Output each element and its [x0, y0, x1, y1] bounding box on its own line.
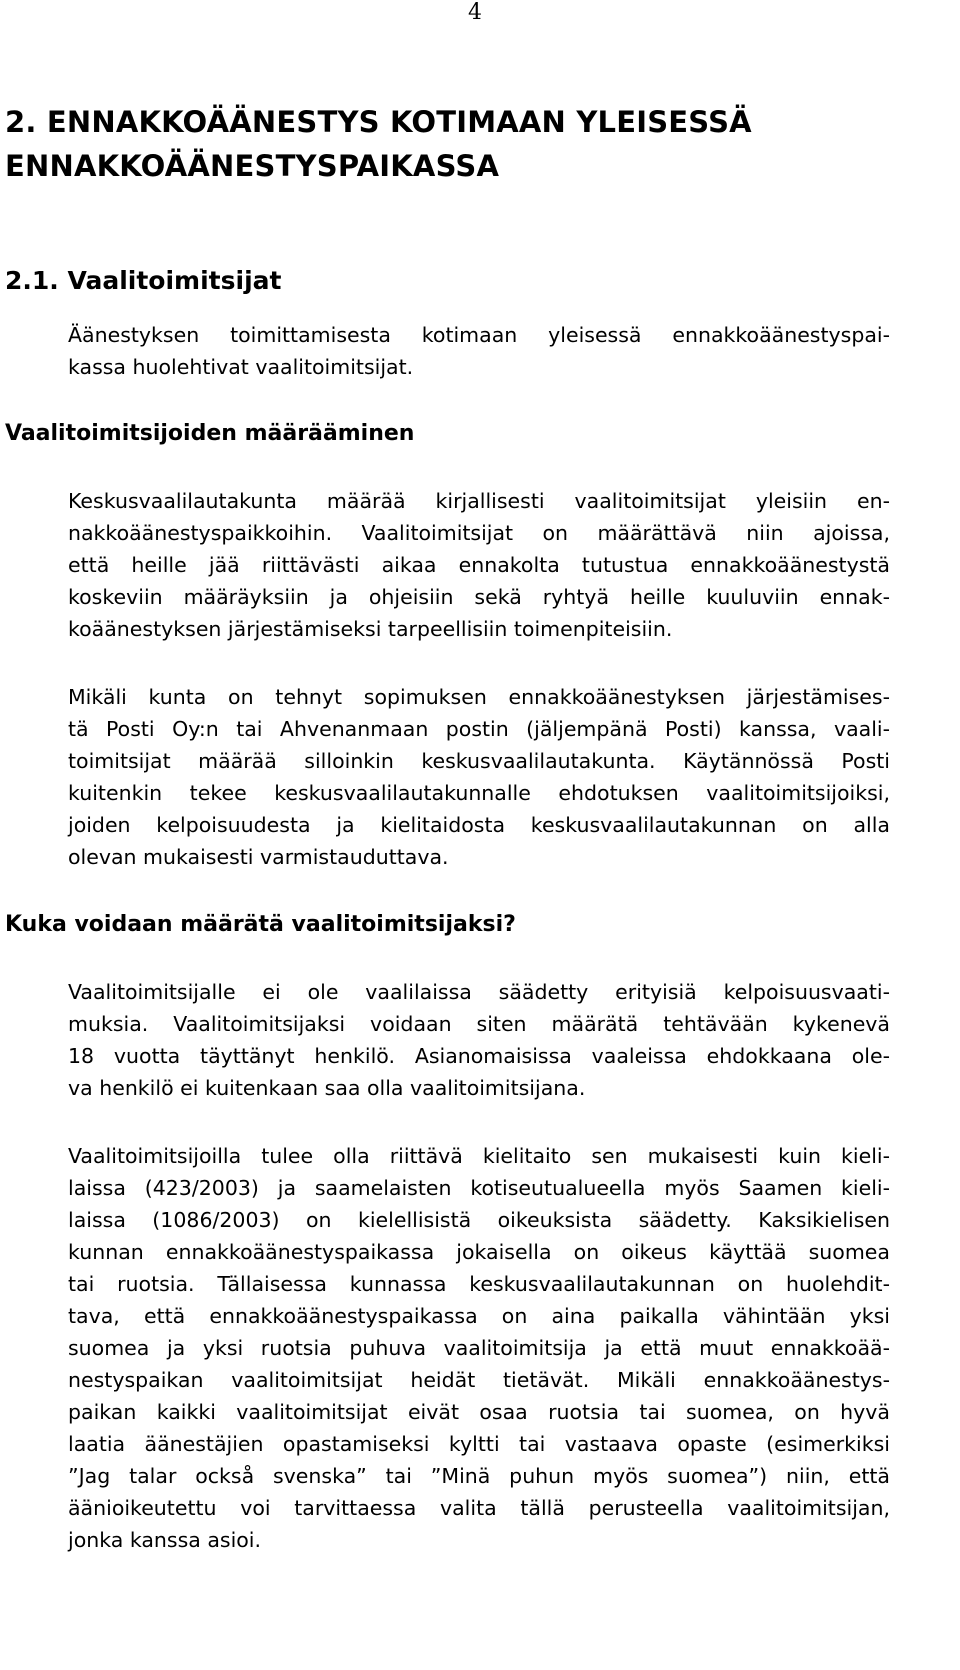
text-line: suomea ja yksi ruotsia puhuva vaalitoimitsija ja että muut ennakkoää-: [68, 1336, 890, 1360]
text-line: Vaalitoimitsijalle ei ole vaalilaissa säädetty erityisiä kelpoisuusvaati-: [68, 980, 890, 1004]
text-line: laissa (1086/2003) on kielellisistä oikeuksista säädetty. Kaksikielisen: [68, 1208, 890, 1232]
text-line: Keskusvaalilautakunta määrää kirjallisesti vaalitoimitsijat yleisiin en-: [68, 489, 890, 513]
text-line: kuitenkin tekee keskusvaalilautakunnalle ehdotuksen vaalitoimitsijoiksi,: [68, 781, 890, 805]
text-line: tai ruotsia. Tällaisessa kunnassa keskusvaalilautakunnan on huolehdit-: [68, 1272, 890, 1296]
text-line: Vaalitoimitsijoilla tulee olla riittävä kielitaito sen mukaisesti kuin kieli-: [68, 1144, 890, 1168]
text-line: äänioikeutettu voi tarvittaessa valita tällä perusteella vaalitoimitsijan,: [68, 1496, 890, 1520]
chapter-heading-line-1: 2. ENNAKKOÄÄNESTYS KOTIMAAN YLEISESSÄ: [5, 105, 752, 139]
text-line: Mikäli kunta on tehnyt sopimuksen ennakkoäänestyksen järjestämises-: [68, 685, 890, 709]
text-line: nakkoäänestyspaikkoihin. Vaalitoimitsijat on määrättävä niin ajoissa,: [68, 521, 890, 545]
text-line: laatia äänestäjien opastamiseksi kyltti tai vastaava opaste (esimerkiksi: [68, 1432, 890, 1456]
text-line: va henkilö ei kuitenkaan saa olla vaalitoimitsijana.: [68, 1076, 586, 1100]
eligibility-paragraph-1: [68, 976, 890, 1104]
text-line: laissa (423/2003) ja saamelaisten kotiseutualueella myös Saamen kieli-: [68, 1176, 890, 1200]
text-line: tä Posti Oy:n tai Ahvenanmaan postin (jäljempänä Posti) kanssa, vaali-: [68, 717, 890, 741]
text-line: ”Jag talar också svenska” tai ”Minä puhun myös suomea”) niin, että: [68, 1464, 890, 1488]
text-line: paikan kaikki vaalitoimitsijat eivät osaa ruotsia tai suomea, on hyvä: [68, 1400, 890, 1424]
page-number: 4: [468, 0, 482, 25]
text-line: koäänestyksen järjestämiseksi tarpeellisiin toimenpiteisiin.: [68, 617, 673, 641]
appointment-paragraph-2: [68, 681, 890, 873]
text-line: olevan mukaisesti varmistauduttava.: [68, 845, 449, 869]
section-title: 2.1. Vaalitoimitsijat: [5, 266, 282, 295]
text-line: joiden kelpoisuudesta ja kielitaidosta keskusvaalilautakunnan on alla: [68, 813, 890, 837]
text-line: tava, että ennakkoäänestyspaikassa on aina paikalla vähintään yksi: [68, 1304, 890, 1328]
text-line: muksia. Vaalitoimitsijaksi voidaan siten määrätä tehtävään kykenevä: [68, 1012, 890, 1036]
text-line: nestyspaikan vaalitoimitsijat heidät tietävät. Mikäli ennakkoäänestys-: [68, 1368, 890, 1392]
intro-paragraph: [68, 319, 890, 383]
text-line: että heille jää riittävästi aikaa ennakolta tutustua ennakkoäänestystä: [68, 553, 890, 577]
text-line: jonka kanssa asioi.: [68, 1528, 262, 1552]
text-line: kunnan ennakkoäänestyspaikassa jokaisella on oikeus käyttää suomea: [68, 1240, 890, 1264]
eligibility-paragraph-2: [68, 1140, 890, 1556]
subsection-title-appointment: Vaalitoimitsijoiden määrääminen: [5, 421, 415, 446]
text-line: Äänestyksen toimittamisesta kotimaan yleisessä ennakkoäänestyspai-: [68, 323, 890, 347]
appointment-paragraph-1: [68, 485, 890, 645]
text-line: kassa huolehtivat vaalitoimitsijat.: [68, 355, 414, 379]
subsection-title-eligibility: Kuka voidaan määrätä vaalitoimitsijaksi?: [5, 912, 516, 937]
text-line: koskeviin määräyksiin ja ohjeisiin sekä ryhtyä heille kuuluviin ennak-: [68, 585, 890, 609]
text-line: toimitsijat määrää silloinkin keskusvaalilautakunta. Käytännössä Posti: [68, 749, 890, 773]
chapter-heading: [5, 100, 752, 188]
chapter-heading-line-2: ENNAKKOÄÄNESTYSPAIKASSA: [5, 149, 500, 183]
text-line: 18 vuotta täyttänyt henkilö. Asianomaisissa vaaleissa ehdokkaana ole-: [68, 1044, 890, 1068]
